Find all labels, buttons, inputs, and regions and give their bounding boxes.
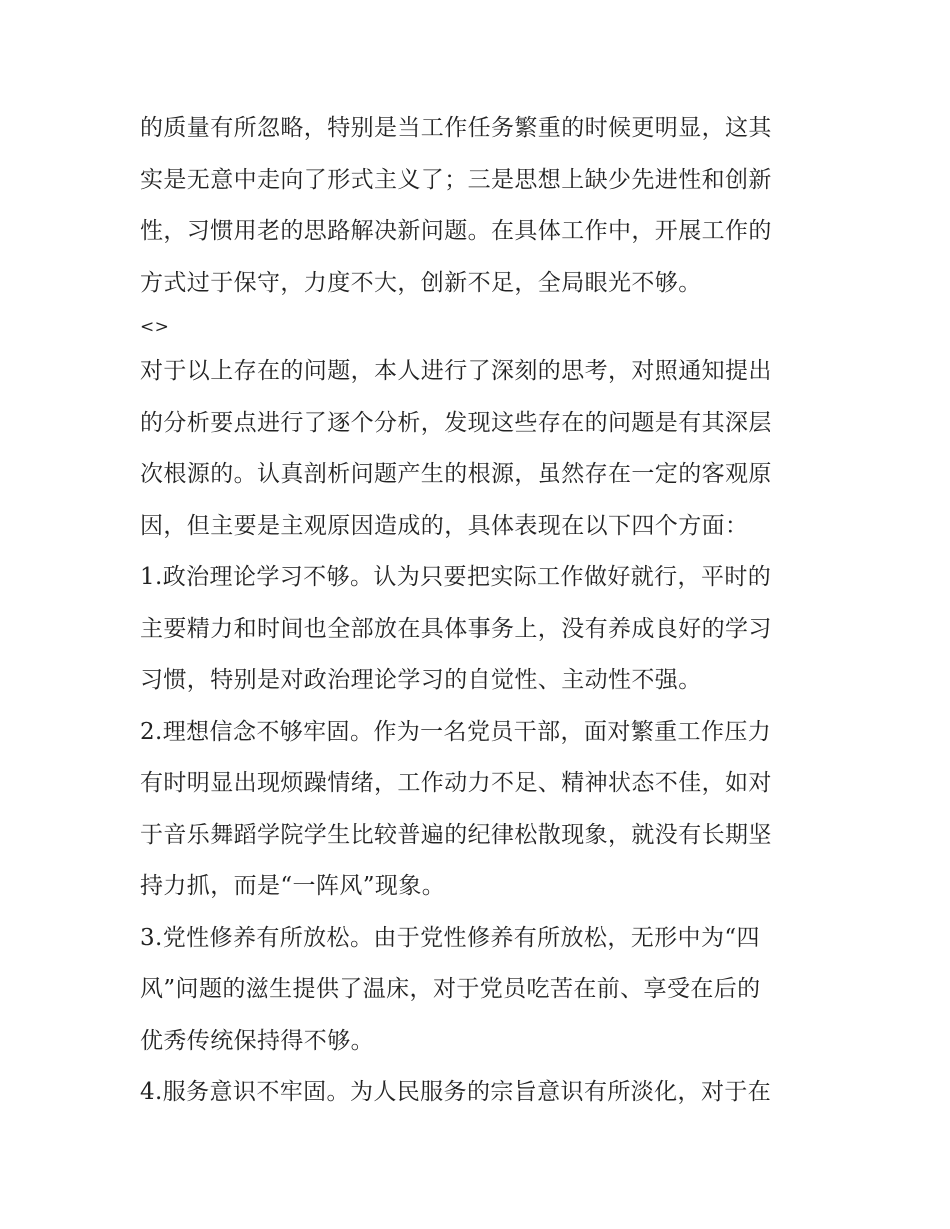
text-line: 方式过于保守，力度不大，创新不足，全局眼光不够。 [140, 269, 702, 296]
paragraph-item-3 [140, 913, 820, 1068]
text-line: 于音乐舞蹈学院学生比较普遍的纪律松散现象，就没有长期坚 [140, 821, 772, 848]
paragraph-item-2 [140, 707, 820, 913]
paragraph-self-analysis-end [140, 103, 820, 309]
text-line: 实是无意中走向了形式主义了；三是思想上缺少先进性和创新 [140, 166, 772, 193]
text-line: 习惯，特别是对政治理论学习的自觉性、主动性不强。 [140, 667, 702, 693]
document-body [140, 103, 820, 1119]
text-line: 3.党性修养有所放松。由于党性修养有所放松，无形中为“四 [140, 924, 760, 951]
text-line: 次根源的。认真剖析问题产生的根源，虽然存在一定的客观原 [140, 461, 772, 487]
paragraph-item-1 [140, 552, 820, 707]
text-line: 性，习惯用老的思路解决新问题。在具体工作中，开展工作的 [140, 218, 772, 244]
text-line: 因，但主要是主观原因造成的，具体表现在以下四个方面： [140, 512, 749, 539]
text-line: 有时明显出现烦躁情绪，工作动力不足、精神状态不佳，如对 [140, 770, 772, 796]
text-line: 的质量有所忽略，特别是当工作任务繁重的时候更明显，这其 [140, 115, 772, 141]
text-line: 对于以上存在的问题，本人进行了深刻的思考，对照通知提出 [140, 358, 772, 384]
text-line: 2.理想信念不够牢固。作为一名党员干部，面对繁重工作压力 [140, 718, 772, 745]
section-marker [140, 309, 820, 346]
text-line: 4.服务意识不牢固。为人民服务的宗旨意识有所淡化，对于在 [140, 1079, 772, 1105]
text-line: 1.政治理论学习不够。认为只要把实际工作做好就行，平时的 [140, 564, 772, 590]
text-line: 持力抓，而是“一阵风”现象。 [140, 873, 446, 899]
text-line: 的分析要点进行了逐个分析，发现这些存在的问题是有其深层 [140, 409, 772, 436]
text-line: 主要精力和时间也全部放在具体事务上，没有养成良好的学习 [140, 615, 772, 642]
paragraph-root-causes-intro [140, 346, 820, 552]
marker-text: <> [140, 317, 170, 337]
text-line: 优秀传统保持得不够。 [140, 1027, 374, 1054]
paragraph-item-4 [140, 1067, 820, 1119]
text-line: 风”问题的滋生提供了温床，对于党员吃苦在前、享受在后的 [140, 976, 761, 1002]
